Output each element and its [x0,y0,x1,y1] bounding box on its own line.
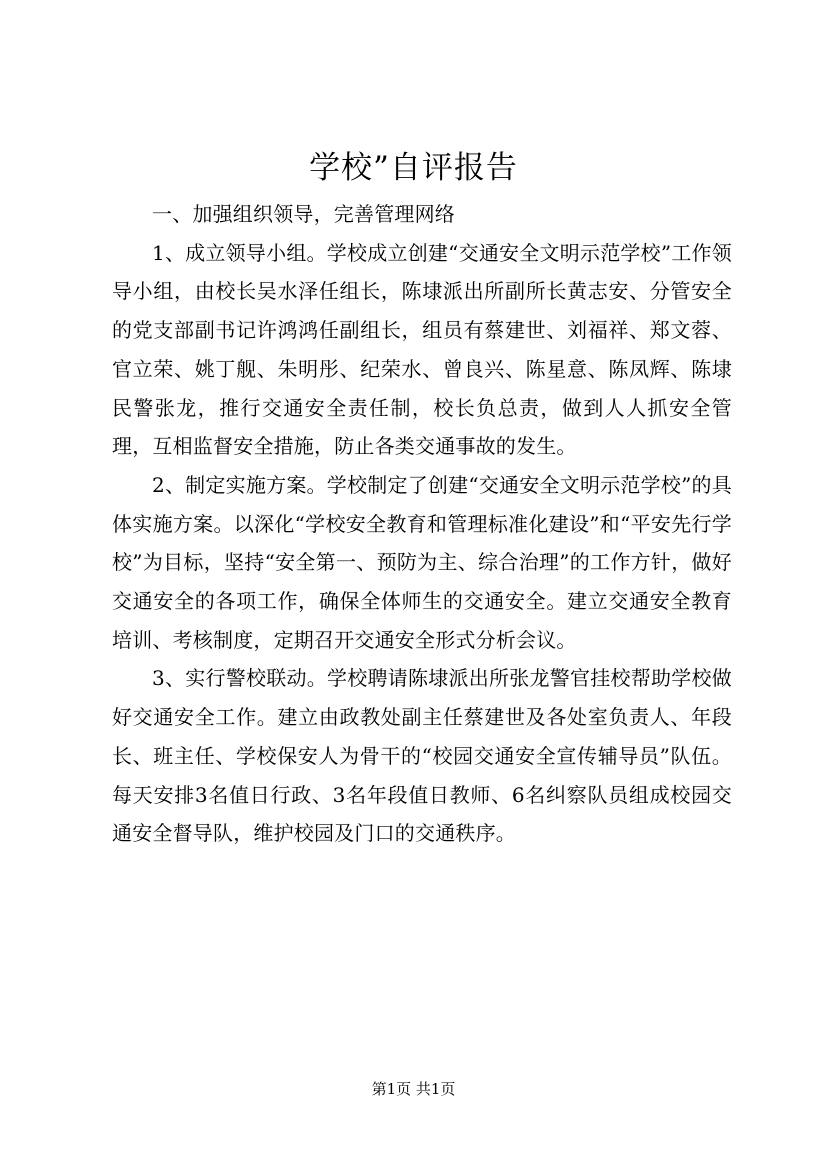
document-title: 学校”自评报告 [309,150,518,186]
paragraph-leadership-group: 1、成立领导小组。学校成立创建“交通安全文明示范学校”工作领导小组，由校长吴水泽任组长，陈埭派出所副所长黄志安、分管安全的党支部副书记许鸿鸿任副组长，组员有蔡建世、刘福祥、郑文蓉、官立荣、姚丁舰、朱明彤、纪荣水、曾良兴、陈星意、陈凤辉、陈埭民警张龙，推行交通安全责任制，校长负总责，做到人人抓安全管理，互相监督安全措施，防止各类交通事故的发生。 [112,240,732,459]
paragraph-police-school-linkage: 3、实行警校联动。学校聘请陈埭派出所张龙警官挂校帮助学校做好交通安全工作。建立由政教处副主任蔡建世及各处室负责人、年段长、班主任、学校保安人为骨干的“校园交通安全宣传辅导员”队伍。每天安排3名值日行政、3名年段值日教师、6名纠察队员组成校园交通安全督导队，维护校园及门口的交通秩序。 [112,666,732,846]
document-body [112,195,732,853]
page-footer: 第1页 共1页 [371,1080,456,1098]
paragraph-implementation-plan: 2、制定实施方案。学校制定了创建“交通安全文明示范学校”的具体实施方案。以深化“学校安全教育和管理标准化建设”和“平安先行学校”为目标，坚持“安全第一、预防为主、综合治理”的工作方针，做好交通安全的各项工作，确保全体师生的交通安全。建立交通安全教育培训、考核制度，定期召开交通安全形式分析会议。 [112,472,732,652]
section-heading: 一、加强组织领导，完善管理网络 [152,202,455,226]
